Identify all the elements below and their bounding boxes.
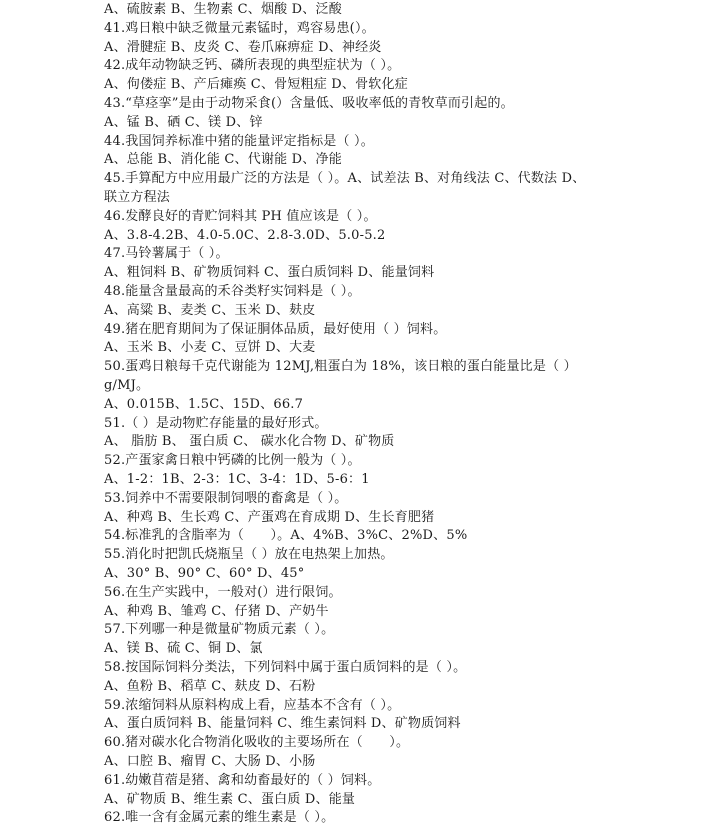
text-line: 45.手算配方中应用最广泛的方法是（ ）。A、试差法 B、对角线法 C、代数法 D、 — [104, 171, 586, 187]
text-line: A、玉米 B、小麦 C、豆饼 D、大麦 — [104, 340, 316, 356]
text-line: A、0.015B、1.5C、15D、66.7 — [104, 396, 304, 412]
text-line: A、镁 B、硫 C、铜 D、氯 — [104, 641, 263, 657]
text-line: 52.产蛋家禽日粮中钙磷的比例一般为（ ）。 — [104, 453, 361, 469]
text-line: 48.能量含量最高的禾谷类籽实饲料是（ ）。 — [104, 284, 361, 299]
text-line: 联立方程法 — [104, 190, 171, 205]
text-line: A、3.8-4.2B、4.0-5.0C、2.8-3.0D、5.0-5.2 — [104, 227, 386, 243]
text-line: 42.成年动物缺乏钙、磷所表现的典型症状为（ ）。 — [104, 58, 401, 74]
text-line: 41.鸡日粮中缺乏微量元素锰时，鸡容易患(）。 — [104, 20, 375, 36]
text-line: 51.（ ）是动物贮存能量的最好形式。 — [104, 415, 328, 431]
text-line: 57.下列哪一种是微量矿物质元素（ ）。 — [104, 622, 335, 638]
text-line: 61.幼嫩苜蓿是猪、禽和幼畜最好的（ ）饲料。 — [104, 772, 381, 788]
text-line: A、佝偻症 B、产后瘫痪 C、骨短粗症 D、骨软化症 — [104, 77, 408, 93]
text-line: A、矿物质 B、维生素 C、蛋白质 D、能量 — [104, 791, 356, 807]
text-line: 59.浓缩饲料从原料构成上看，应基本不含有（ ）。 — [104, 697, 401, 713]
text-line: A、滑腱症 B、皮炎 C、卷爪麻痹症 D、神经炎 — [104, 39, 382, 55]
text-line: A、锰 B、硒 C、镁 D、锌 — [104, 114, 263, 130]
text-line: A、 脂肪 B、 蛋白质 C、 碳水化合物 D、矿物质 — [104, 434, 395, 450]
text-line: A、鱼粉 B、稻草 C、麸皮 D、石粉 — [104, 678, 316, 694]
text-line: 60.猪对碳水化合物消化吸收的主要场所在（ ）。 — [104, 735, 410, 751]
text-line: 53.饲养中不需要限制饲喂的畜禽是（ ）。 — [104, 490, 348, 506]
text-line: 46.发酵良好的青贮饲料其 PH 值应该是（ ）。 — [104, 208, 377, 224]
text-line: 62.唯一含有金属元素的维生素是（ ）。 — [104, 810, 335, 826]
text-line: A、种鸡 B、雏鸡 C、仔猪 D、产奶牛 — [104, 603, 329, 619]
text-line: A、硫胺素 B、生物素 C、烟酸 D、泛酸 — [104, 2, 342, 17]
text-line: A、30° B、90° C、60° D、45° — [104, 566, 305, 581]
text-line: 47.马铃薯属于（ ）。 — [104, 246, 229, 262]
text-line: 49.猪在肥育期间为了保证胴体品质，最好使用（ ）饲料。 — [104, 321, 447, 337]
text-line: 54.标准乳的含脂率为（ ）。A、4%B、3%C、2%D、5% — [104, 528, 468, 544]
text-line: A、总能 B、消化能 C、代谢能 D、净能 — [104, 152, 342, 168]
text-line: A、高粱 B、麦类 C、玉米 D、麸皮 — [104, 302, 316, 318]
text-line: 55.消化时把凯氏烧瓶呈（ ）放在电热架上加热。 — [104, 547, 394, 563]
text-line: A、1-2：1B、2-3：1C、3-4：1D、5-6：1 — [104, 472, 370, 487]
text-line: A、蛋白质饲料 B、能量饲料 C、维生素饲料 D、矿物质饲料 — [104, 716, 461, 732]
text-line: A、口腔 B、瘤胃 C、大肠 D、小肠 — [104, 754, 316, 769]
text-line: 56.在生产实践中，一般对(）进行限饲。 — [104, 584, 342, 600]
text-line: 58.按国际饲料分类法，下列饲料中属于蛋白质饲料的是（ ）。 — [104, 660, 467, 675]
text-line: 50.蛋鸡日粮每千克代谢能为 12MJ,粗蛋白为 18%，该日粮的蛋白能量比是（ ） — [104, 359, 577, 375]
text-line: 44.我国饲养标准中猪的能量评定指标是（ ）。 — [104, 133, 374, 149]
text-line: 43.“草痉挛”是由于动物采食(）含量低、吸收率低的青牧草而引起的。 — [104, 96, 514, 111]
text-line: A、粗饲料 B、矿物质饲料 C、蛋白质饲料 D、能量饲料 — [104, 265, 435, 281]
text-line: A、种鸡 B、生长鸡 C、产蛋鸡在育成期 D、生长育肥猪 — [104, 509, 435, 525]
text-line: g/MJ。 — [104, 378, 150, 393]
